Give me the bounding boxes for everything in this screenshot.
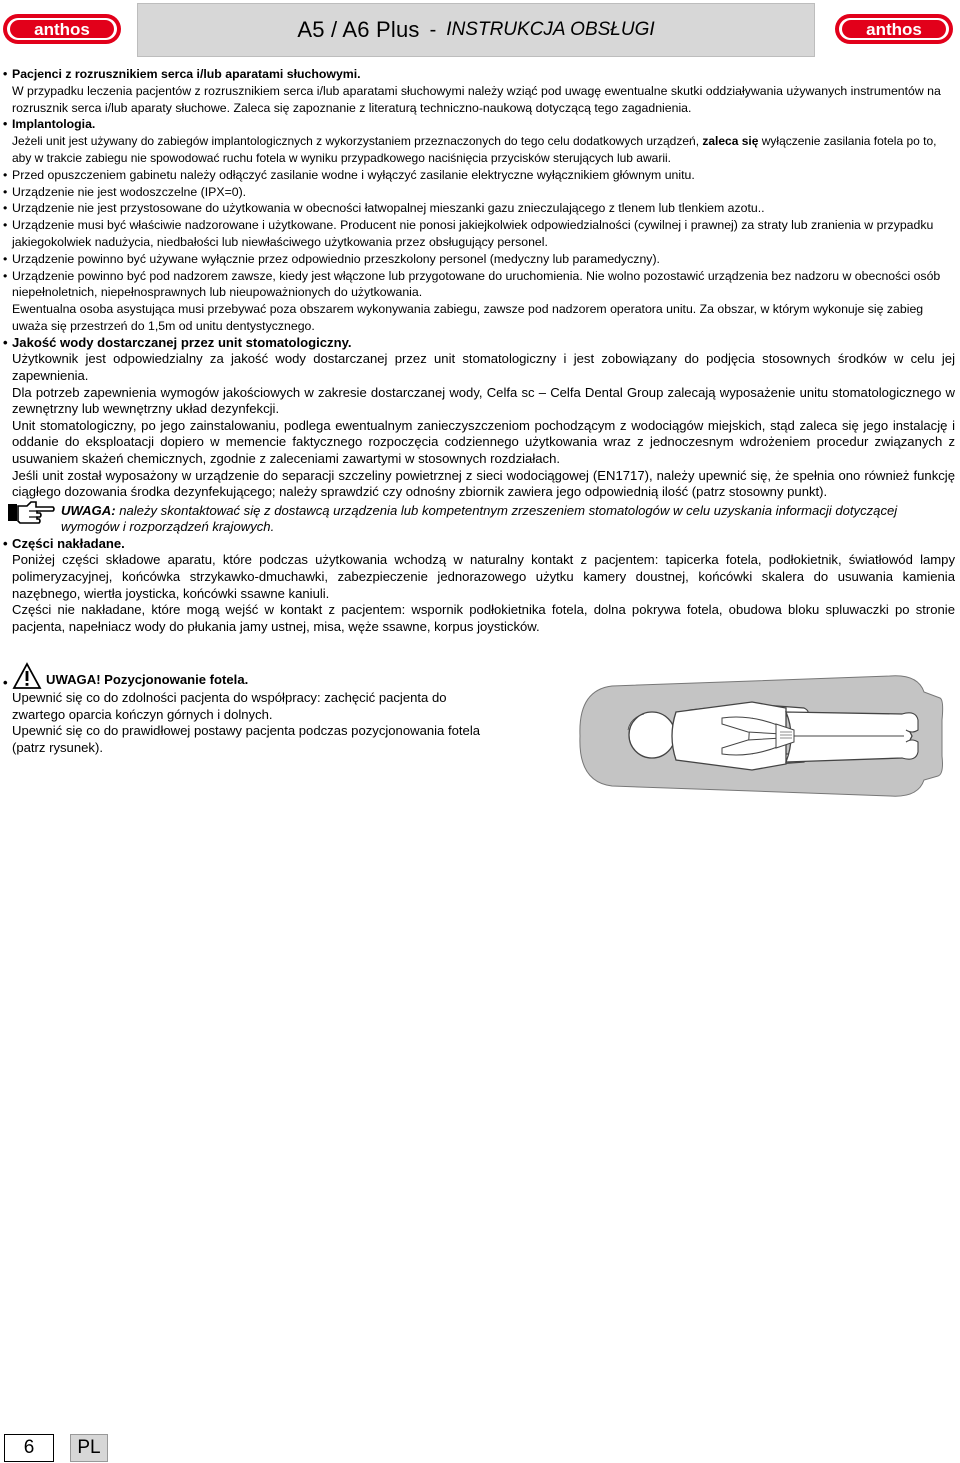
water-paragraph: Jeśli unit został wyposażony w urządzenie do separacji szczeliny powietrznej z sieci wodociągowej (EN1717), należy upewnić się, że spełnia ono również funkcję ciągłego dozowania środka dezynfekującego; należy sprawdzić czy odnośny zbiornik zawiera jego odpowiednią ilość (patrz stosowny punkt). [12, 467, 955, 500]
parts-paragraph: Części nie nakładane, które mogą wejść w kontakt z pacjentem: wspornik podłokietnika fotela, dolna pokrywa fotela, obudowa bloku spluwaczki po stronie pacjenta, napełniacz wody do płukania jamy ustnej, misa, węże ssawne, korpus joysticków. [12, 602, 955, 634]
warning-title: • UWAGA! Pozycjonowanie fotela. [3, 662, 483, 690]
title-box [137, 3, 815, 57]
warning-paragraph: Upewnić się co do prawidłowej postawy pacjenta podczas pozycjonowania fotela (patrz rysunek). [12, 723, 481, 755]
language-label: PL [70, 1434, 108, 1462]
anthos-logo [2, 12, 122, 46]
page-subtitle: INSTRUKCJA OBSŁUGI [446, 19, 655, 40]
list-item: • Przed opuszczeniem gabinetu należy odłączyć zasilanie wodne i wyłączyć zasilanie elektryczne wyłącznikiem głównym unitu. [3, 167, 695, 182]
water-paragraph: Użytkownik jest odpowiedzialny za jakość wody dostarczanej przez unit stomatologiczny i jest zobowiązany do podjęcia stosownych środków w celu jej zapewnienia. [12, 351, 955, 383]
list-item: • Urządzenie nie jest wodoszczelne (IPX=0). [3, 184, 247, 199]
document-body [3, 66, 955, 635]
water-paragraph: Dla potrzeb zapewnienia wymogów jakościowych w zakresie dostarczanej wody, Celfa sc – Celfa Dental Group zalecają wyposażenie unitu stomatologicznego w zewnętrzny lub wewnętrzny układ dezynfekcji. [12, 384, 955, 417]
warning-section [3, 662, 483, 756]
water-paragraph: Unit stomatologiczny, po jego zainstalowaniu, podlega ewentualnym zanieczyszczeniom pochodzącym z wodociągów miejskich, stąd zaleca się jego instalację i oddanie do eksploatacji dopiero w memencie faktycznego rozpoczęcia codziennego użytkowania wraz z jednoczesnym wdrożeniem procedur związanych z usuwaniem skażeń chemicznych, zgodnie z zaleceniami zawartymi w stosownych rozdziałach. [12, 417, 955, 466]
section-parts-title: • Części nakładane. [3, 535, 125, 551]
list-item: • Urządzenie powinno być używane wyłącznie przez odpowiednio przeszkolony personel (medyczny lub paramedyczny). [3, 251, 660, 266]
uwaga-label: UWAGA: [61, 502, 116, 518]
section-pacemaker-body: W przypadku leczenia pacjentów z rozrusznikiem serca i/lub aparatami słuchowymi należy wziąć pod uwagę ewentualne skutki oddziaływania używanych instrumentów na rozrusznik serca i/lub aparaty słuchowe. Zaleca się zapoznanie z literaturą techniczno-naukową dotyczącą tego zagadnienia. [12, 83, 941, 115]
section-implant-title: • Implantologia. [3, 117, 96, 132]
svg-text:anthos: anthos [34, 20, 90, 39]
uwaga-text: należy skontaktować się z dostawcą urządzenia lub kompetentnym zrzeszeniem stomatologów w celu uzyskania informacji dotyczącej wymogów i rozporządzeń krajowych. [61, 502, 898, 535]
page-header [0, 0, 960, 60]
page-title: A5 / A6 Plus [297, 17, 420, 42]
svg-text:anthos: anthos [866, 20, 922, 39]
warning-triangle-icon [12, 662, 42, 690]
list-item: • Urządzenie musi być właściwie nadzorowane i użytkowane. Producent nie ponosi jakiejkolwiek odpowiedzialności (cywilnej i prawnej) za straty lub zranienia w przypadku jakiegokolwiek nadużycia, niedbałości lub niewłaściwego użytkowania przez obsługujący personel. [3, 218, 934, 249]
list-item: • Urządzenie nie jest przystosowane do użytkowania w obecności łatwopalnej mieszanki gazu znieczulającego z tlenem lub tlenkiem azotu.. [3, 201, 765, 216]
section-water-title: • Jakość wody dostarczanej przez unit stomatologiczny. [3, 334, 352, 350]
title-separator: - [429, 18, 437, 41]
pointing-hand-icon [7, 499, 55, 525]
section-pacemaker-title: • Pacjenci z rozrusznikiem serca i/lub aparatami słuchowymi. [3, 67, 361, 81]
anthos-logo-right [834, 12, 954, 46]
parts-paragraph: Poniżej części składowe aparatu, które podczas użytkowania wchodzą w naturalny kontakt z pacjentem: tapicerka fotela, podłokietnik, światłowód lampy polimeryzacyjnej, końcówka strzykawko-dmuchawki, zabezpieczenie jednorazowego użytku kamery doustnej, końcówki skalera do usuwania kamienia nazębnego, wiertła joysticka, końcówki ssawne kaniuli. [12, 552, 955, 601]
uwaga-note [3, 503, 955, 536]
page-number: 6 [4, 1434, 54, 1462]
warning-paragraph: Upewnić się co do zdolności pacjenta do współpracy: zachęcić pacjenta do zwartego oparcia kończyn górnych i dolnych. [12, 690, 447, 722]
patient-position-illustration [572, 674, 944, 798]
section-implant-body: Jeżeli unit jest używany do zabiegów implantologicznych z wykorzystaniem przeznaczonych do tego celu dodatkowych urządzeń, zaleca się wyłączenie zasilania fotela po to, aby w trakcie zabiegu nie spowodować ruchu fotela w wyniku przypadkowego naciśnięcia przycisków sterujących lub awarii. [12, 134, 937, 165]
list-item-extra: Ewentualna osoba asystująca musi przebywać poza obszarem wykonywania zabiegu, zawsze pod nadzorem operatora unitu. Za obszar, w którym wykonuje się zabieg uważa się przestrzeń do 1,5m od unitu dentystycznego. [12, 302, 924, 333]
list-item: • Urządzenie powinno być pod nadzorem zawsze, kiedy jest włączone lub przygotowane do uruchomienia. Nie wolno pozostawić urządzenia bez nadzoru w obecności osób niepełnoletnich, niepełnosprawnych lub nieupoważnionych do użytkowania. [3, 268, 941, 300]
